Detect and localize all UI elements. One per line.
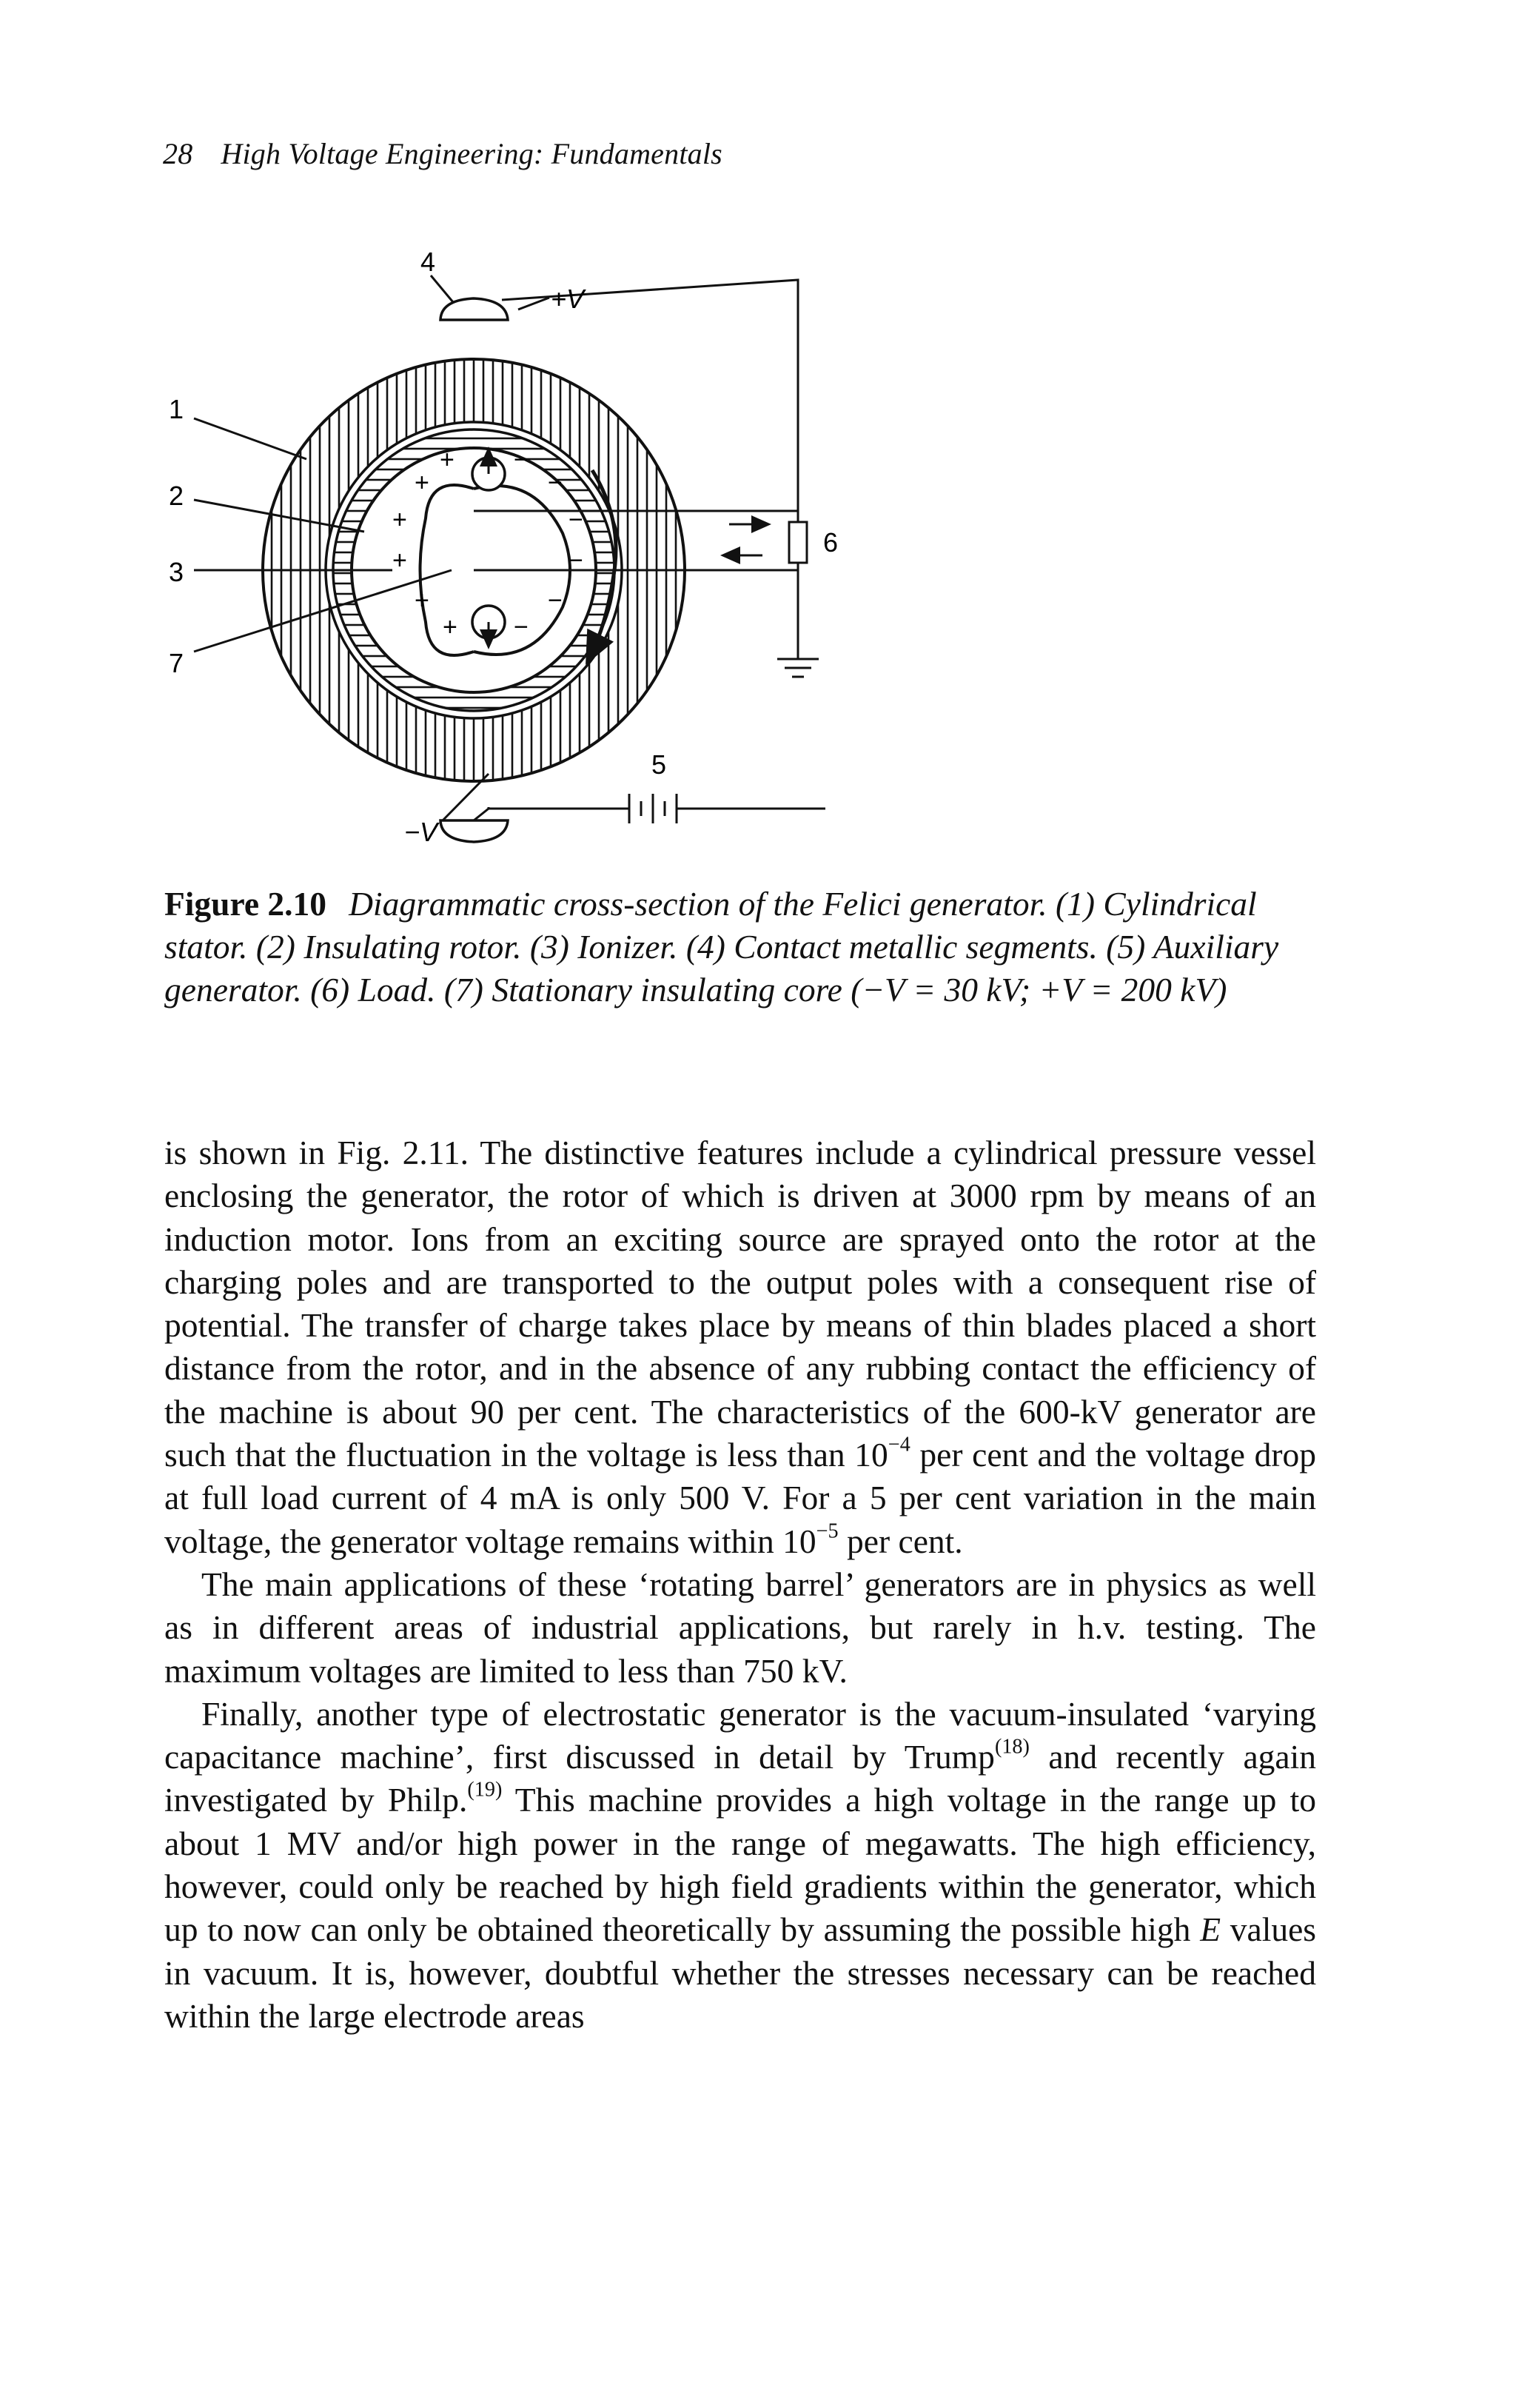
charge-plus-4: + (392, 546, 407, 575)
charge-minus-2: − (548, 469, 563, 497)
body-text (164, 1131, 1316, 2038)
charge-plus-5: + (415, 586, 429, 615)
paragraph-3-part-a: Finally, another type of electrostatic generator is the vacuum-insulated ‘varying capacitance machine’, first discussed in detail by Trump (164, 1694, 1316, 1776)
paragraph-3-part-d: values in vacuum. It is, however, doubtful whether the stresses necessary can be reached within the large electrode areas (164, 1910, 1316, 2035)
paragraph-3-part-c: This machine provides a high voltage in the range up to about 1 MV and/or high power in the range of megawatts. The high efficiency, however, could only be reached by high field gradients within the generator, which up to now can only be obtained theoretically by assuming the possible high (164, 1781, 1316, 1949)
load-resistor (789, 522, 807, 563)
minus-v-label: −V (404, 817, 438, 847)
charge-minus-5: − (548, 586, 563, 615)
charge-plus-6: + (443, 613, 457, 641)
figure-caption (164, 883, 1319, 1011)
callout-2: 2 (169, 481, 184, 511)
figure-label: Figure 2.10 (164, 885, 327, 923)
figure-caption-text: Diagrammatic cross-section of the Felici generator. (1) Cylindrical stator. (2) Insulating rotor. (3) Ionizer. (4) Contact metallic segments. (5) Auxiliary generator. (6) Load. (7) Stationary insulating core (−V = 30 kV; +V = 200 kV) (164, 885, 1279, 1009)
callout-3: 3 (169, 557, 184, 587)
paragraph-1 (164, 1131, 1316, 1563)
callout-1: 1 (169, 394, 184, 424)
paragraph-1-part-a: is shown in Fig. 2.11. The distinctive features include a cylindrical pressure vessel enclosing the generator, the rotor of which is driven at 3000 rpm by means of an induction motor. Ions from an exciting source are sprayed onto the rotor at the charging poles and are transported to the output poles with a consequent rise of potential. The transfer of charge takes place by means of thin blades placed a short distance from the rotor, and in the absence of any rubbing contact the efficiency of the machine is about 90 per cent. The characteristics of the 600-kV generator are such that the fluctuation in the voltage is less than 10 (164, 1134, 1316, 1474)
callout-6: 6 (823, 527, 839, 558)
leader-4 (431, 275, 453, 302)
reference-18: (18) (994, 1735, 1030, 1759)
charge-minus-3: − (568, 506, 583, 534)
callout-4: 4 (420, 247, 436, 277)
running-head (163, 136, 722, 171)
charge-plus-2: + (415, 469, 429, 497)
charge-minus-6: − (514, 613, 529, 641)
plus-v-label: +V (551, 284, 585, 314)
top-contact-segment (440, 298, 508, 320)
charge-plus-3: + (392, 506, 407, 534)
felici-generator-diagram (148, 244, 859, 866)
charge-plus-1: + (440, 446, 455, 474)
paragraph-1-part-b: per cent and the voltage drop at full load current of 4 mA is only 500 V. For a 5 per cent variation in the main voltage, the generator voltage remains within 10 (164, 1436, 1316, 1560)
paragraph-3-part-b: and recently again investigated by Philp. (164, 1738, 1317, 1819)
leader-1 (194, 418, 306, 459)
symbol-e: E (1200, 1910, 1221, 1949)
page-number: 28 (163, 137, 193, 170)
exponent-1: −4 (888, 1433, 910, 1456)
book-title: High Voltage Engineering: Fundamentals (221, 137, 722, 170)
paragraph-1-part-c: per cent. (838, 1522, 963, 1560)
figure-felici-generator (148, 244, 859, 866)
callout-5: 5 (651, 749, 667, 780)
bottom-lead (474, 807, 489, 820)
paragraph-2: The main applications of these ‘rotating barrel’ generators are in physics as well as in different areas of industrial applications, but rarely in h.v. testing. The maximum voltages are limited to less than 750 kV. (164, 1565, 1316, 1690)
paragraph-3 (164, 1693, 1316, 2038)
bottom-contact-segment (440, 820, 508, 842)
callout-7: 7 (169, 648, 184, 678)
reference-19: (19) (467, 1779, 503, 1802)
charge-minus-4: − (568, 546, 583, 575)
charge-minus-1: − (514, 446, 529, 474)
exponent-2: −5 (816, 1519, 839, 1543)
